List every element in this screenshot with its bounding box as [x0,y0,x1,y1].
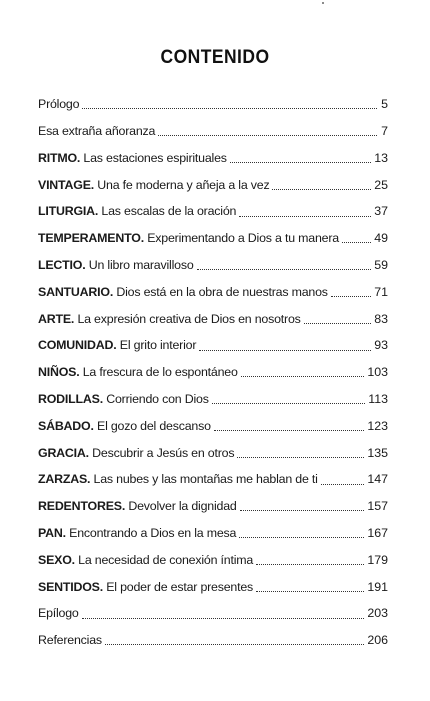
dot-leader [321,483,365,485]
toc-entry [38,439,388,466]
toc-entry-keyword: SENTIDOS. [38,579,103,594]
toc-entry-page-number: 7 [381,123,388,138]
toc-entry-description: Las escalas de la oración [101,204,237,219]
dot-leader [304,322,372,324]
toc-entry [38,466,388,493]
toc-entry-page-number: 49 [374,231,388,246]
dot-leader [230,161,371,163]
toc-entry-page-number: 191 [367,579,388,594]
toc-entry-title [38,98,79,110]
toc-entry-title [38,313,301,325]
dot-leader [82,107,377,109]
toc-entry-page-number: 113 [368,391,388,406]
toc-entry [38,171,388,198]
toc-entry-page-number: 5 [381,97,388,112]
toc-entry-page-number: 13 [374,150,388,165]
toc-entry-keyword: NIÑOS. [38,365,80,380]
toc-entry-page-number: 83 [374,311,388,326]
toc-entry-title [38,473,318,485]
dot-leader [105,643,364,645]
toc-entry [38,118,388,145]
toc-entry-keyword: SANTUARIO. [38,284,114,299]
toc-entry-title [38,581,253,593]
toc-entry-description: Esa extraña añoranza [38,123,156,138]
page-title: CONTENIDO [160,47,270,68]
toc-entry-description: Una fe moderna y añeja a la vez [97,177,270,192]
toc-entry [38,413,388,440]
toc-entry [38,493,388,520]
dot-leader [197,268,372,270]
toc-entry [38,332,388,359]
toc-entry-description: Descubrir a Jesús en otros [92,445,235,460]
toc-entry-keyword: VINTAGE. [38,177,94,192]
toc-entry-page-number: 203 [367,606,388,621]
toc-entry-keyword: SEXO. [38,552,75,567]
dot-leader [199,349,371,351]
toc-entry [38,252,388,279]
toc-entry-page-number: 59 [374,257,388,272]
dot-leader [256,563,364,565]
dot-leader [158,134,377,136]
toc-entry-keyword: PAN. [38,525,66,540]
toc-entry-page-number: 93 [374,338,388,353]
toc-entry-description: El grito interior [119,338,197,353]
dot-leader [272,188,371,190]
toc-entry-description: El gozo del descanso [97,418,211,433]
toc-entry-title [38,527,236,539]
toc-entry-page-number: 135 [367,445,388,460]
toc-entry-title [38,447,234,459]
table-of-contents [38,91,388,654]
dot-leader [256,590,364,592]
toc-entry-description: Devolver la dignidad [128,499,237,514]
toc-entry-title [38,152,227,164]
toc-entry [38,198,388,225]
toc-entry-title [38,232,339,244]
dot-leader [331,295,371,297]
toc-entry-description: Corriendo con Dios [106,391,209,406]
toc-entry-title [38,366,238,378]
toc-entry-keyword: RITMO. [38,150,81,165]
dot-leader [342,241,371,243]
toc-entry-title [38,500,237,512]
dot-leader [212,402,366,404]
toc-entry-page-number: 167 [367,525,388,540]
toc-entry [38,145,388,172]
toc-entry-description: Un libro maravilloso [88,257,194,272]
toc-entry-title [38,205,236,217]
toc-entry-keyword: GRACIA. [38,445,89,460]
toc-entry-description: Las estaciones espirituales [83,150,227,165]
toc-entry-description: Dios está en la obra de nuestras manos [116,284,328,299]
toc-entry-page-number: 37 [374,204,388,219]
toc-entry-description: La expresión creativa de Dios en nosotros [77,311,301,326]
toc-entry-page-number: 103 [367,365,388,380]
page-speck [322,2,324,4]
dot-leader [239,215,371,217]
toc-entry [38,359,388,386]
dot-leader [237,456,364,458]
toc-entry-title [38,634,102,646]
toc-entry-keyword: ARTE. [38,311,75,326]
toc-entry [38,520,388,547]
toc-entry-description: Epílogo [38,606,79,621]
toc-entry-keyword: RODILLAS. [38,391,103,406]
toc-entry-title [38,554,253,566]
toc-entry [38,225,388,252]
toc-entry [38,573,388,600]
toc-entry-title [38,259,194,271]
toc-entry [38,600,388,627]
toc-entry-title [38,125,155,137]
toc-entry [38,305,388,332]
toc-entry [38,627,388,654]
toc-entry-keyword: LITURGIA. [38,204,99,219]
toc-entry-title [38,179,269,191]
toc-entry-description: La frescura de lo espontáneo [82,365,238,380]
dot-leader [82,617,365,619]
toc-entry-title [38,607,79,619]
toc-entry-description: El poder de estar presentes [106,579,254,594]
toc-entry-title [38,286,328,298]
toc-entry-page-number: 157 [367,499,388,514]
toc-entry-page-number: 25 [374,177,388,192]
toc-entry-page-number: 179 [367,552,388,567]
toc-entry-keyword: COMUNIDAD. [38,338,117,353]
toc-entry-page-number: 206 [367,633,388,648]
toc-entry-keyword: LECTIO. [38,257,86,272]
dot-leader [214,429,365,431]
toc-entry-page-number: 147 [367,472,388,487]
toc-entry-keyword: TEMPERAMENTO. [38,231,144,246]
toc-entry-description: Encontrando a Dios en la mesa [69,525,237,540]
toc-entry-description: Experimentando a Dios a tu manera [147,231,339,246]
toc-entry-description: Prólogo [38,97,80,112]
toc-entry-keyword: SÁBADO. [38,418,94,433]
toc-entry-title [38,420,211,432]
dot-leader [240,509,365,511]
toc-entry-description: La necesidad de conexión íntima [78,552,254,567]
toc-entry [38,547,388,574]
dot-leader [241,375,365,377]
toc-entry-title [38,339,196,351]
toc-entry-keyword: ZARZAS. [38,472,91,487]
toc-entry-keyword: REDENTORES. [38,499,126,514]
dot-leader [239,536,364,538]
toc-entry-description: Referencias [38,633,102,648]
toc-entry-title [38,393,209,405]
toc-entry [38,91,388,118]
toc-entry-page-number: 123 [367,418,388,433]
toc-entry-description: Las nubes y las montañas me hablan de ti [93,472,318,487]
toc-entry-page-number: 71 [374,284,388,299]
toc-entry [38,386,388,413]
toc-entry [38,279,388,306]
